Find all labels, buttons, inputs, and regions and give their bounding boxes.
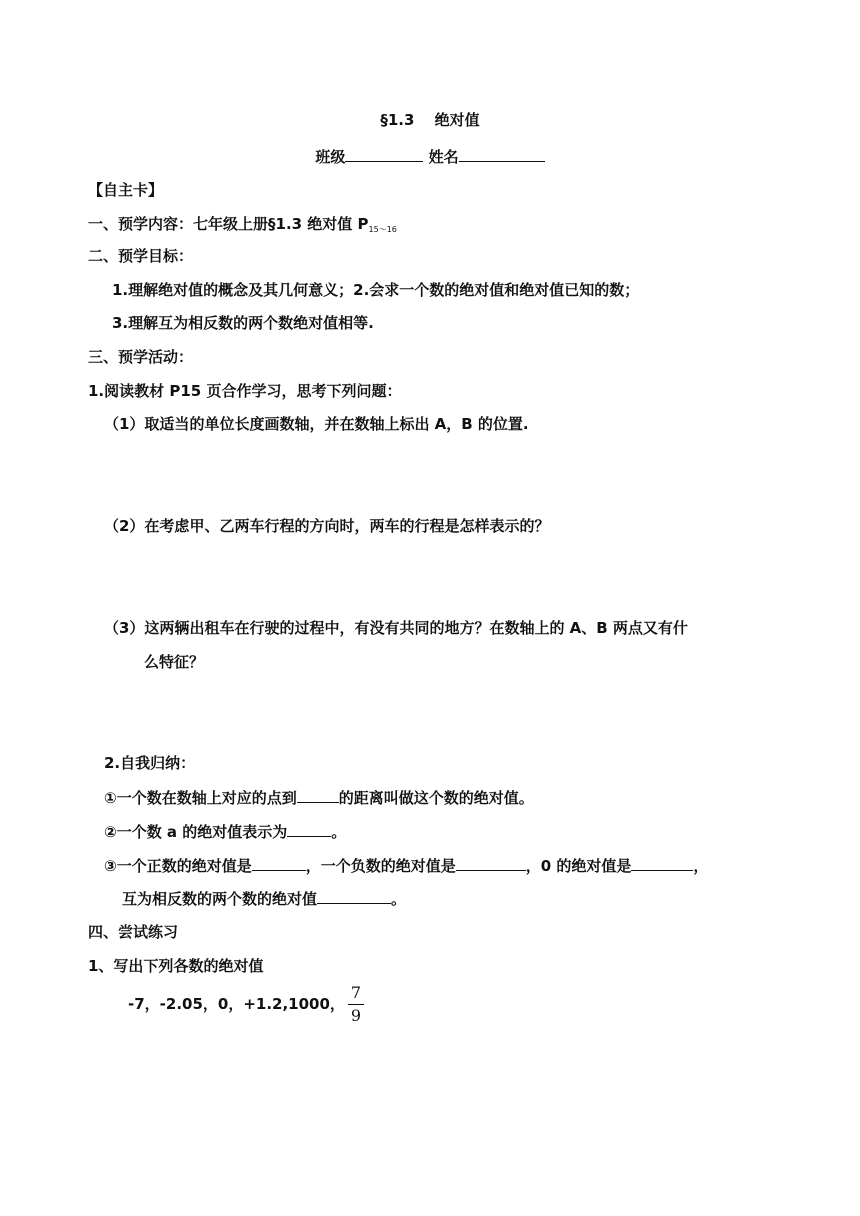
question-1: （1）取适当的单位长度画数轴，并在数轴上标出 A，B 的位置. (104, 415, 529, 433)
section-3-heading: 三、预学活动： (88, 348, 194, 366)
summary-3-blank-negative[interactable] (456, 855, 526, 871)
class-label: 班级 (315, 148, 346, 166)
summary-3-blank-opposite[interactable] (317, 888, 391, 904)
name-blank[interactable] (459, 146, 545, 162)
summary-1: ①一个数在数轴上对应的点到 的距离叫做这个数的绝对值。 (104, 789, 534, 807)
summary-2: ②一个数 a 的绝对值表示为 。 (104, 823, 347, 841)
class-name-line (0, 146, 860, 167)
fraction-seven-ninths (346, 984, 366, 1025)
exercise-1-numbers: -7，-2.05，0，+1.2,1000， (128, 995, 345, 1013)
page-title: §1.3 绝对值 (380, 111, 480, 129)
question-3-line-1: （3）这两辆出租车在行驶的过程中，有没有共同的地方？在数轴上的 A、B 两点又有什 (104, 619, 688, 637)
exercise-1: 1、写出下列各数的绝对值 (88, 957, 264, 975)
name-label: 姓名 (428, 148, 459, 166)
section-1-text: 一、预学内容：七年级上册§1.3 绝对值 P (88, 215, 369, 233)
question-3-line-2: 么特征？ (144, 653, 205, 671)
summary-3-blank-positive[interactable] (252, 855, 306, 871)
fraction-bar (348, 1004, 364, 1005)
section-2-heading: 二、预学目标： (88, 247, 194, 265)
goal-line-2: 3.理解互为相反数的两个数绝对值相等. (112, 314, 374, 332)
fraction-numerator: 7 (350, 983, 362, 1002)
summary-1-blank[interactable] (297, 787, 339, 803)
section-4-heading: 四、尝试练习 (88, 923, 179, 941)
fraction-denominator: 9 (350, 1006, 362, 1025)
goal-line-1: 1.理解绝对值的概念及其几何意义；2.会求一个数的绝对值和绝对值已知的数； (112, 281, 640, 299)
question-2: （2）在考虑甲、乙两车行程的方向时，两车的行程是怎样表示的？ (104, 517, 550, 535)
summary-3-continued: 互为相反数的两个数的绝对值 。 (122, 890, 407, 908)
summary-3: ③一个正数的绝对值是 ，一个负数的绝对值是 ，0 的绝对值是 ， (104, 857, 709, 875)
page-range: 15～16 (368, 225, 397, 234)
self-card-heading: 【自主卡】 (88, 181, 164, 199)
activity-2: 2.自我归纳： (104, 754, 196, 772)
summary-2-blank[interactable] (287, 821, 331, 837)
section-1-preview-content (88, 214, 397, 240)
class-blank[interactable] (345, 146, 423, 162)
activity-1: 1.阅读教材 P15 页合作学习，思考下列问题： (88, 382, 402, 400)
summary-3-blank-zero[interactable] (631, 855, 693, 871)
